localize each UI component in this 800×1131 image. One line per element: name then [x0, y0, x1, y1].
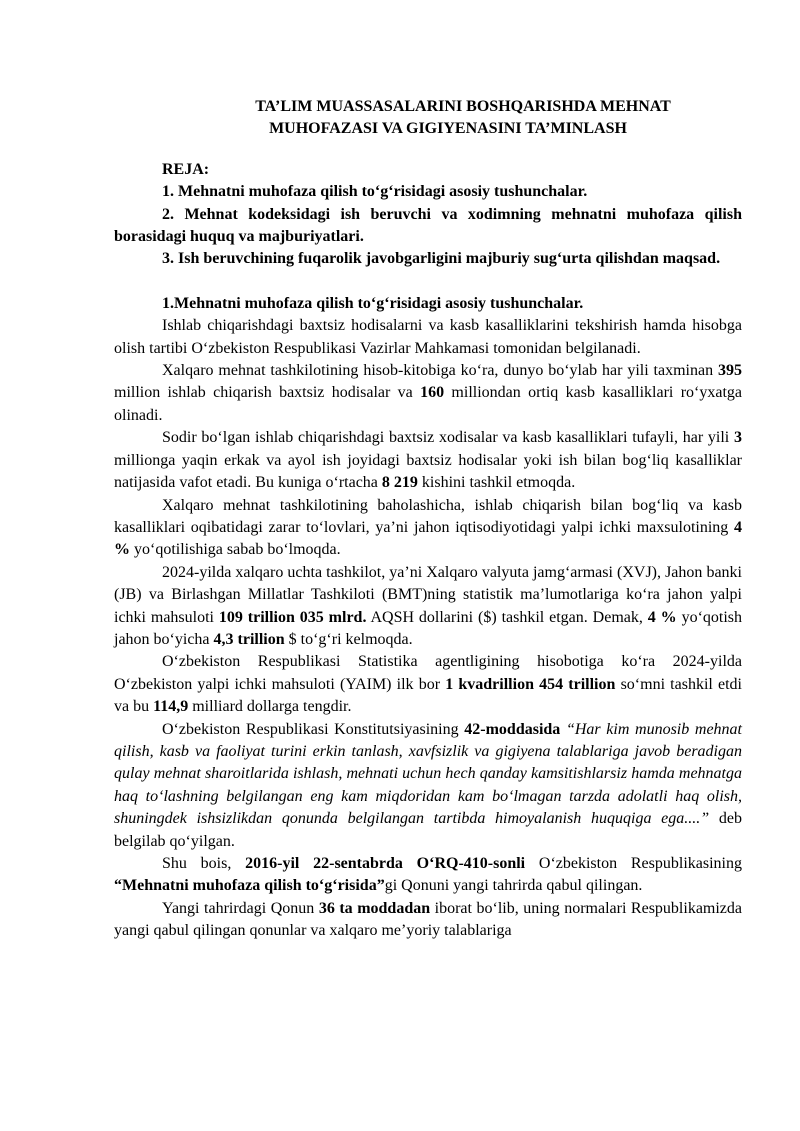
- title-line-2: MUHOFAZASI VA GIGIYENASINI TA’MINLASH: [269, 120, 627, 138]
- spacer: [114, 271, 742, 293]
- title-line-1: TA’LIM MUASSASALARINI BOSHQARISHDA MEHNAT: [255, 98, 671, 115]
- paragraph-3: Sodir bo‘lgan ishlab chiqarishdagi baxtsiz xodisalar va kasb kasalliklari tufayli, har yili 3 millionga yaqin erkak va ayol ish joyidagi baxtsiz hodisalar yoki ish bilan bog‘liq kasalliklar natijasida vafot etadi. Bu kuniga o‘rtacha 8 219 kishini tashkil etmoqda.: [114, 429, 742, 492]
- paragraph-8: Shu bois, 2016-yil 22-sentabrda O‘RQ-410-sonli O‘zbekiston Respublikasining “Mehnatni muhofaza qilish to‘g‘risida”gi Qonuni yangi tahrirda qabul qilingan.: [114, 855, 742, 895]
- paragraph-6: O‘zbekiston Respublikasi Statistika agentligining hisobotiga ko‘ra 2024-yilda O‘zbekiston yalpi ichki mahsuloti (YAIM) ilk bor 1 kvadrillion 454 trillion so‘mni tashkil etdi va bu 114,9 milliard dollarga tengdir.: [114, 653, 743, 716]
- section-heading: 1.Mehnatni muhofaza qilish to‘g‘risidagi asosiy tushunchalar.: [162, 294, 584, 312]
- plan-item-3: 3. Ish beruvchining fuqarolik javobgarligini majburiy sug‘urta qilishdan maqsad.: [162, 250, 721, 268]
- paragraph-1: Ishlab chiqarishdagi baxtsiz hodisalarni va kasb kasalliklarini tekshirish hamda hisobga olish tartibi O‘zbekiston Respublikasi Vazirlar Mahkamasi tomonidan belgilanadi.: [114, 317, 742, 357]
- paragraph-5: 2024-yilda xalqaro uchta tashkilot, ya’ni Xalqaro valyuta jamg‘armasi (XVJ), Jahon banki (JB) va Birlashgan Millatlar Tashkiloti (BMT)ning statistik ma’lumotlariga ko‘ra jahon yalpi ichki mahsuloti 109 trillion 035 mlrd. AQSH dollarini ($) tashkil etgan. Demak, 4 % yo‘qotish jahon bo‘yicha 4,3 trillion $ to‘g‘ri kelmoqda.: [114, 563, 743, 648]
- paragraph-7: O‘zbekiston Respublikasi Konstitutsiyasining 42-moddasida “Har kim munosib mehnat qilish, kasb va faoliyat turini erkin tanlash, xavfsizlik va gigiyena talablariga javob beradigan qulay mehnat sharoitlarida ishlash, mehnati uchun hech qanday kamsitishlarsiz hamda mehnatga haq to‘lashning belgilangan eng kam miqdoridan kam bo‘lmagan tarzda adolatli haq olish, shuningdek ishsizlikdan qonunda belgilangan tartibda himoyalanish huquqiga ega....” deb belgilab qo‘yilgan.: [114, 720, 743, 850]
- document-page: [114, 96, 742, 943]
- paragraph-4: Xalqaro mehnat tashkilotining baholashicha, ishlab chiqarish bilan bog‘liq va kasb kasalliklari oqibatidagi zarar to‘lovlari, ya’ni jahon iqtisodiyotidagi yalpi ichki maxsulotining 4 % yo‘qotilishiga sabab bo‘lmoqda.: [114, 496, 742, 559]
- paragraph-9: Yangi tahrirdagi Qonun 36 ta moddadan iborat bo‘lib, uning normalari Respublikamizda yangi qabul qilingan qonunlar va xalqaro me’yoriy talablariga: [114, 899, 743, 940]
- paragraph-2: Xalqaro mehnat tashkilotining hisob-kitobiga ko‘ra, dunyo bo‘ylab har yili taxminan 395 million ishlab chiqarish baxtsiz hodisalar va 160 milliondan ortiq kasb kasalliklari ro‘yxatga olinadi.: [114, 362, 742, 424]
- plan-heading: REJA:: [162, 160, 210, 178]
- plan-item-2: 2. Mehnat kodeksidagi ish beruvchi va xodimning mehnatni muhofaza qilish borasidagi huquq va majburiyatlari.: [114, 205, 742, 246]
- document-title: [114, 96, 742, 141]
- plan-item-1: 1. Mehnatni muhofaza qilish to‘g‘risidagi asosiy tushunchalar.: [162, 183, 588, 201]
